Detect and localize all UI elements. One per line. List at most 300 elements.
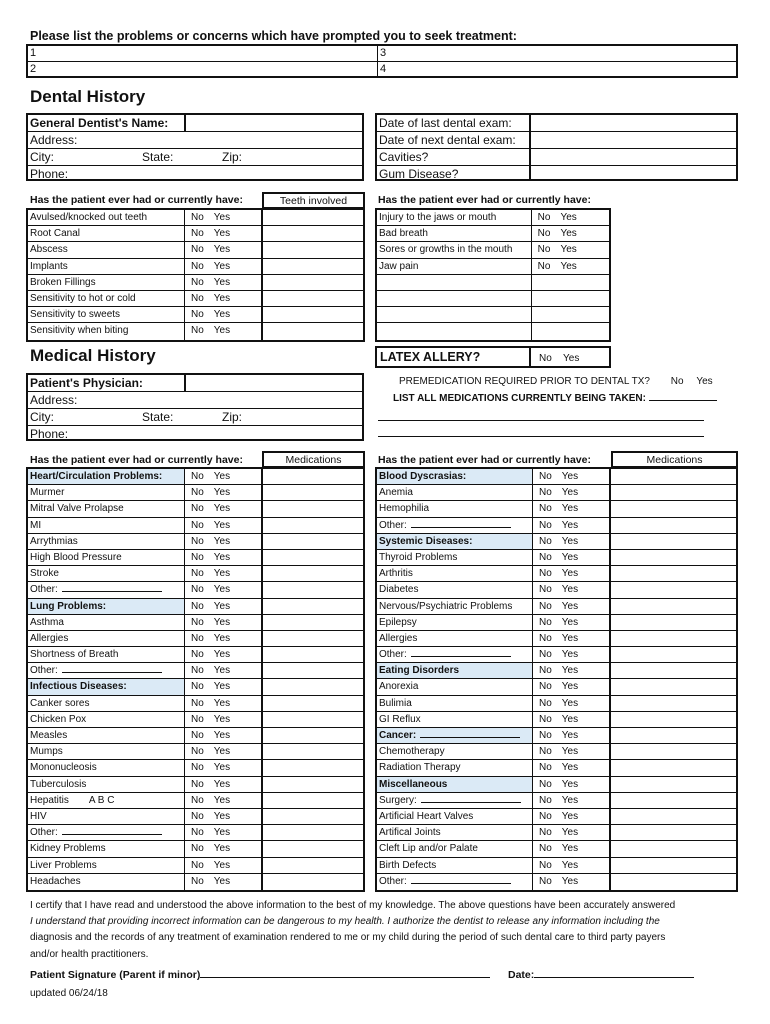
question-row — [28, 518, 363, 534]
medication-cell[interactable] — [611, 501, 736, 516]
no-option[interactable]: No — [191, 471, 204, 482]
yes-option[interactable]: Yes — [561, 713, 579, 725]
yes-option[interactable]: Yes — [213, 212, 231, 223]
question-label: Other: — [28, 663, 185, 678]
medication-cell[interactable] — [611, 874, 736, 890]
yes-option[interactable]: Yes — [561, 568, 579, 580]
yes-option[interactable]: Yes — [561, 810, 579, 822]
premed-no[interactable]: No — [670, 376, 684, 387]
cavities-field[interactable]: Cavities? — [377, 149, 736, 166]
no-option[interactable]: No — [539, 471, 552, 482]
latex-yes[interactable]: Yes — [563, 353, 580, 364]
other-line[interactable] — [62, 834, 162, 835]
yes-option[interactable]: Yes — [561, 600, 579, 612]
medication-cell[interactable] — [611, 518, 736, 533]
question-label: Sensitivity when biting — [28, 323, 185, 339]
blank-row — [377, 323, 609, 339]
no-option[interactable]: No — [539, 762, 552, 774]
no-option[interactable]: No — [191, 487, 204, 499]
no-option[interactable]: No — [191, 519, 204, 531]
no-option[interactable]: No — [539, 665, 552, 677]
no-option[interactable]: No — [539, 778, 552, 790]
question-label: Allergies — [28, 631, 185, 646]
medication-cell[interactable] — [611, 696, 736, 711]
yes-option[interactable]: Yes — [560, 228, 577, 240]
yes-option[interactable]: Yes — [213, 681, 231, 693]
yes-option[interactable]: Yes — [561, 519, 579, 531]
medication-cell[interactable] — [611, 550, 736, 565]
medication-cell[interactable] — [263, 825, 363, 840]
no-option[interactable]: No — [191, 309, 204, 321]
medication-cell[interactable] — [611, 679, 736, 694]
question-label: Sensitivity to hot or cold — [28, 291, 185, 306]
question-label: Anorexia — [377, 679, 533, 694]
yes-option[interactable]: Yes — [213, 875, 231, 887]
no-option[interactable]: No — [191, 584, 204, 596]
medication-cell[interactable] — [263, 809, 363, 824]
no-option[interactable]: No — [191, 568, 204, 580]
dentist-name-field[interactable]: General Dentist's Name: — [28, 115, 362, 132]
medication-cell[interactable] — [263, 485, 363, 500]
question-label: Artifical Joints — [377, 825, 533, 840]
yes-option[interactable]: Yes — [213, 632, 231, 644]
yes-option[interactable]: Yes — [213, 260, 231, 272]
question-row — [377, 825, 736, 841]
latex-label: LATEX ALLERY? — [380, 350, 481, 364]
no-option[interactable]: No — [539, 810, 552, 822]
yes-option[interactable]: Yes — [213, 487, 231, 499]
no-option[interactable]: No — [191, 649, 204, 661]
yes-option[interactable]: Yes — [561, 471, 579, 482]
problem-field[interactable]: 3 — [378, 46, 736, 62]
medication-cell[interactable] — [611, 744, 736, 759]
medication-cell[interactable] — [611, 809, 736, 824]
no-option[interactable]: No — [191, 859, 204, 871]
medication-cell[interactable] — [611, 728, 736, 743]
medication-cell[interactable] — [263, 275, 363, 290]
no-option[interactable]: No — [539, 697, 552, 709]
problem-field[interactable]: 4 — [380, 63, 387, 75]
other-line[interactable] — [420, 737, 520, 738]
medication-cell[interactable] — [611, 712, 736, 727]
no-option[interactable]: No — [539, 746, 552, 758]
question-label: Avulsed/knocked out teeth — [28, 210, 185, 225]
no-option[interactable]: No — [539, 859, 552, 871]
no-option[interactable]: No — [191, 228, 204, 240]
medication-cell[interactable] — [263, 874, 363, 890]
yes-option[interactable]: Yes — [561, 827, 579, 839]
no-option[interactable]: No — [537, 228, 551, 240]
dental-right-prompt: Has the patient ever had or currently have: — [378, 194, 591, 206]
other-line[interactable] — [421, 802, 521, 803]
question-row — [28, 760, 363, 776]
teeth-involved-header: Teeth involved — [262, 192, 365, 209]
yes-option[interactable]: Yes — [213, 600, 231, 612]
medication-cell[interactable] — [611, 615, 736, 630]
medication-cell[interactable] — [611, 485, 736, 500]
medication-cell[interactable] — [263, 518, 363, 533]
no-option[interactable]: No — [191, 843, 204, 855]
question-row — [377, 259, 609, 275]
other-line[interactable] — [411, 883, 511, 884]
no-option[interactable]: No — [537, 212, 551, 223]
medication-cell[interactable] — [263, 760, 363, 775]
yes-option[interactable]: Yes — [213, 535, 231, 547]
medication-cell[interactable] — [611, 534, 736, 549]
yes-option[interactable]: Yes — [561, 843, 579, 855]
yes-option[interactable]: Yes — [561, 746, 579, 758]
question-row — [28, 728, 363, 744]
dentist-address-field[interactable]: Address: — [28, 132, 362, 149]
no-option[interactable]: No — [539, 568, 552, 580]
question-label — [377, 291, 532, 306]
medication-cell[interactable] — [263, 259, 363, 274]
medication-cell[interactable] — [263, 534, 363, 549]
yes-option[interactable]: Yes — [561, 551, 579, 563]
question-row — [28, 550, 363, 566]
yes-option[interactable]: Yes — [213, 471, 231, 482]
question-label: GI Reflux — [377, 712, 533, 727]
medication-cell[interactable] — [263, 566, 363, 581]
question-row — [28, 858, 363, 874]
medication-cell[interactable] — [263, 647, 363, 662]
no-option[interactable]: No — [191, 260, 204, 272]
yes-option[interactable]: Yes — [213, 616, 231, 628]
no-option[interactable]: No — [191, 778, 204, 790]
no-option[interactable]: No — [191, 746, 204, 758]
yes-option[interactable]: Yes — [561, 632, 579, 644]
yes-option[interactable]: Yes — [561, 665, 579, 677]
last-exam-field[interactable]: Date of last dental exam: — [377, 115, 736, 132]
date-line[interactable] — [534, 977, 694, 978]
no-option[interactable]: No — [191, 697, 204, 709]
other-line[interactable] — [62, 591, 162, 592]
category-label: Lung Problems: — [28, 599, 185, 614]
yes-option[interactable]: Yes — [213, 649, 231, 661]
no-option[interactable]: No — [539, 632, 552, 644]
question-label: Jaw pain — [377, 259, 532, 274]
medication-cell[interactable] — [263, 291, 363, 306]
yes-option[interactable]: Yes — [213, 843, 231, 855]
medication-line[interactable] — [649, 400, 717, 401]
question-label: Stroke — [28, 566, 185, 581]
medication-cell[interactable] — [263, 712, 363, 727]
no-option[interactable]: No — [539, 616, 552, 628]
yes-option[interactable]: Yes — [213, 228, 231, 240]
yes-option[interactable]: Yes — [561, 487, 579, 499]
dentist-phone-field[interactable]: Phone: — [30, 167, 69, 181]
category-row — [28, 469, 363, 485]
yes-option[interactable]: Yes — [560, 212, 577, 223]
no-option[interactable]: No — [191, 794, 204, 806]
question-label: HIV — [28, 809, 185, 824]
signature-line[interactable] — [200, 977, 490, 978]
yes-option[interactable]: Yes — [213, 778, 231, 790]
yes-option[interactable]: Yes — [213, 568, 231, 580]
no-option[interactable]: No — [539, 730, 552, 741]
question-row — [377, 793, 736, 809]
question-row — [377, 242, 609, 258]
no-option[interactable]: No — [191, 632, 204, 644]
question-label: Injury to the jaws or mouth — [377, 210, 532, 225]
yes-option[interactable]: Yes — [213, 503, 231, 515]
question-label: Artificial Heart Valves — [377, 809, 533, 824]
question-label: MI — [28, 518, 185, 533]
no-option[interactable]: No — [191, 292, 204, 304]
yes-option[interactable]: Yes — [561, 616, 579, 628]
question-row — [28, 534, 363, 550]
no-option[interactable]: No — [191, 212, 204, 223]
medication-cell[interactable] — [611, 647, 736, 662]
medication-cell[interactable] — [263, 307, 363, 322]
question-row — [28, 615, 363, 631]
medication-cell[interactable] — [263, 744, 363, 759]
medication-cell[interactable] — [263, 469, 363, 484]
no-option[interactable]: No — [191, 616, 204, 628]
question-label: Anemia — [377, 485, 533, 500]
medication-cell[interactable] — [263, 323, 363, 339]
question-row — [28, 841, 363, 857]
no-option[interactable]: No — [539, 535, 552, 547]
question-row — [28, 777, 363, 793]
question-row — [28, 291, 363, 307]
medication-cell[interactable] — [611, 777, 736, 792]
question-label: Other: — [28, 582, 185, 597]
medication-cell[interactable] — [263, 841, 363, 856]
medication-cell[interactable] — [611, 760, 736, 775]
no-option[interactable]: No — [539, 681, 552, 693]
yes-option[interactable]: Yes — [561, 697, 579, 709]
medication-cell[interactable] — [263, 550, 363, 565]
question-label: Allergies — [377, 631, 533, 646]
medication-cell[interactable] — [611, 858, 736, 873]
yes-option[interactable]: Yes — [561, 681, 579, 693]
no-option[interactable]: No — [191, 244, 204, 256]
medication-cell[interactable] — [263, 210, 363, 225]
no-option[interactable]: No — [539, 794, 552, 806]
other-line[interactable] — [62, 672, 162, 673]
medication-cell[interactable] — [263, 777, 363, 792]
dentist-city-field[interactable]: City: State: Zip: — [28, 149, 362, 166]
yes-option[interactable]: Yes — [213, 665, 231, 677]
question-row — [28, 631, 363, 647]
medication-cell[interactable] — [611, 599, 736, 614]
yes-option[interactable]: Yes — [213, 309, 231, 321]
no-option[interactable]: No — [537, 244, 551, 256]
no-option[interactable]: No — [539, 519, 552, 531]
no-option[interactable]: No — [539, 503, 552, 515]
no-option[interactable]: No — [191, 730, 204, 741]
no-option[interactable]: No — [539, 584, 552, 596]
no-option[interactable]: No — [539, 487, 552, 499]
question-label: Chicken Pox — [28, 712, 185, 727]
problem-field[interactable]: 2 — [28, 62, 378, 77]
no-option[interactable]: No — [191, 276, 204, 288]
medication-cell[interactable] — [263, 501, 363, 516]
category-label: Infectious Diseases: — [28, 679, 185, 694]
problem-field[interactable]: 1 — [28, 46, 378, 62]
question-label: Sores or growths in the mouth — [377, 242, 532, 257]
yes-option[interactable]: Yes — [213, 730, 231, 741]
medication-cell[interactable] — [611, 793, 736, 808]
medical-left-prompt: Has the patient ever had or currently have: — [30, 454, 243, 466]
yes-option[interactable]: Yes — [561, 778, 579, 790]
yes-option[interactable]: Yes — [213, 244, 231, 256]
latex-allergy-box[interactable] — [375, 346, 611, 368]
dentist-info-box — [26, 113, 364, 181]
yes-option[interactable]: Yes — [561, 503, 579, 515]
no-option[interactable]: No — [191, 665, 204, 677]
question-row — [28, 485, 363, 501]
no-option[interactable]: No — [191, 762, 204, 774]
no-option[interactable]: No — [539, 713, 552, 725]
physician-phone-field[interactable]: Phone: — [30, 427, 69, 441]
dental-left-prompt: Has the patient ever had or currently have: — [30, 194, 243, 206]
question-row — [377, 679, 736, 695]
category-label: Miscellaneous — [377, 777, 533, 792]
blank-row — [377, 291, 609, 307]
medication-cell[interactable] — [611, 582, 736, 597]
no-option[interactable]: No — [191, 810, 204, 822]
question-row — [377, 615, 736, 631]
no-option[interactable]: No — [191, 535, 204, 547]
yes-option[interactable]: Yes — [561, 794, 579, 806]
no-option[interactable]: No — [191, 551, 204, 563]
question-label: Birth Defects — [377, 858, 533, 873]
yes-option[interactable]: Yes — [213, 584, 231, 596]
question-row — [377, 226, 609, 242]
no-option[interactable]: No — [191, 325, 204, 337]
yes-option[interactable]: Yes — [213, 325, 231, 337]
yes-option[interactable]: Yes — [213, 292, 231, 304]
medication-cell[interactable] — [263, 615, 363, 630]
physician-info-box — [26, 373, 364, 441]
yes-option[interactable]: Yes — [213, 276, 231, 288]
yes-option[interactable]: Yes — [213, 519, 231, 531]
yes-option[interactable]: Yes — [213, 810, 231, 822]
category-row — [377, 777, 736, 793]
no-option[interactable]: No — [539, 600, 552, 612]
question-label — [377, 323, 532, 339]
no-option[interactable]: No — [539, 551, 552, 563]
medication-cell[interactable] — [263, 858, 363, 873]
medication-cell[interactable] — [263, 696, 363, 711]
yes-option[interactable]: Yes — [213, 697, 231, 709]
medication-cell[interactable] — [263, 582, 363, 597]
medication-cell[interactable] — [263, 679, 363, 694]
medication-cell[interactable] — [611, 663, 736, 678]
medication-cell[interactable] — [263, 226, 363, 241]
dental-right-table — [375, 208, 611, 342]
other-line[interactable] — [411, 527, 511, 528]
medication-cell[interactable] — [611, 841, 736, 856]
no-option[interactable]: No — [537, 260, 551, 272]
yes-option[interactable]: Yes — [561, 730, 579, 741]
no-option[interactable]: No — [191, 875, 204, 887]
question-row — [377, 501, 736, 517]
yes-option[interactable]: Yes — [213, 762, 231, 774]
no-option[interactable]: No — [191, 600, 204, 612]
no-option[interactable]: No — [191, 681, 204, 693]
question-label: Hepatitis A B C — [28, 793, 185, 808]
yes-option[interactable]: Yes — [560, 244, 577, 256]
question-row — [28, 242, 363, 258]
yes-option[interactable]: Yes — [213, 551, 231, 563]
medication-cell[interactable] — [263, 242, 363, 257]
yes-option[interactable]: Yes — [213, 746, 231, 758]
medication-cell[interactable] — [263, 663, 363, 678]
question-row — [28, 501, 363, 517]
next-exam-field[interactable]: Date of next dental exam: — [377, 132, 736, 149]
medication-cell[interactable] — [263, 631, 363, 646]
no-option[interactable]: No — [191, 827, 204, 839]
medical-left-table — [26, 467, 365, 892]
category-label: Systemic Diseases: — [377, 534, 533, 549]
yes-option[interactable]: Yes — [561, 584, 579, 596]
no-option[interactable]: No — [539, 843, 552, 855]
no-option[interactable]: No — [539, 649, 552, 661]
medication-line[interactable] — [378, 436, 704, 437]
physician-city-field[interactable]: City: State: Zip: — [28, 409, 362, 426]
yes-option[interactable]: Yes — [561, 875, 579, 887]
no-option[interactable]: No — [539, 875, 552, 887]
question-row — [28, 566, 363, 582]
yes-option[interactable]: Yes — [213, 794, 231, 806]
medication-cell[interactable] — [263, 599, 363, 614]
yes-option[interactable]: Yes — [561, 762, 579, 774]
medication-cell[interactable] — [611, 631, 736, 646]
medication-cell[interactable] — [263, 793, 363, 808]
medication-cell[interactable] — [611, 566, 736, 581]
yes-option[interactable]: Yes — [561, 859, 579, 871]
physician-address-field[interactable]: Address: — [28, 392, 362, 409]
question-label: Canker sores — [28, 696, 185, 711]
no-option[interactable]: No — [539, 827, 552, 839]
yes-option[interactable]: Yes — [213, 713, 231, 725]
latex-no[interactable]: No — [539, 353, 552, 364]
question-row — [377, 760, 736, 776]
medication-cell[interactable] — [263, 728, 363, 743]
no-option[interactable]: No — [191, 713, 204, 725]
category-row — [28, 679, 363, 695]
question-label — [377, 275, 532, 290]
medication-cell[interactable] — [611, 469, 736, 484]
category-row — [377, 534, 736, 550]
yes-option[interactable]: Yes — [560, 260, 577, 272]
yes-option[interactable]: Yes — [213, 859, 231, 871]
question-label: Other: — [377, 647, 533, 662]
question-row — [377, 858, 736, 874]
medication-line[interactable] — [378, 420, 704, 421]
yes-option[interactable]: Yes — [561, 535, 579, 547]
gum-disease-field[interactable]: Gum Disease? — [379, 167, 459, 181]
question-row — [28, 582, 363, 598]
yes-option[interactable]: Yes — [213, 827, 231, 839]
other-line[interactable] — [411, 656, 511, 657]
question-label: Epilepsy — [377, 615, 533, 630]
question-row — [28, 307, 363, 323]
question-label: Murmer — [28, 485, 185, 500]
physician-name-field[interactable]: Patient's Physician: — [28, 375, 362, 392]
question-row — [377, 550, 736, 566]
medication-cell[interactable] — [611, 825, 736, 840]
medical-history-heading: Medical History — [30, 346, 156, 365]
yes-option[interactable]: Yes — [561, 649, 579, 661]
no-option[interactable]: No — [191, 503, 204, 515]
premedication-question: PREMEDICATION REQUIRED PRIOR TO DENTAL TX? No Yes — [399, 376, 713, 387]
problems-prompt: Please list the problems or concerns which have prompted you to seek treatment: — [30, 29, 517, 43]
premed-yes[interactable]: Yes — [696, 376, 713, 387]
